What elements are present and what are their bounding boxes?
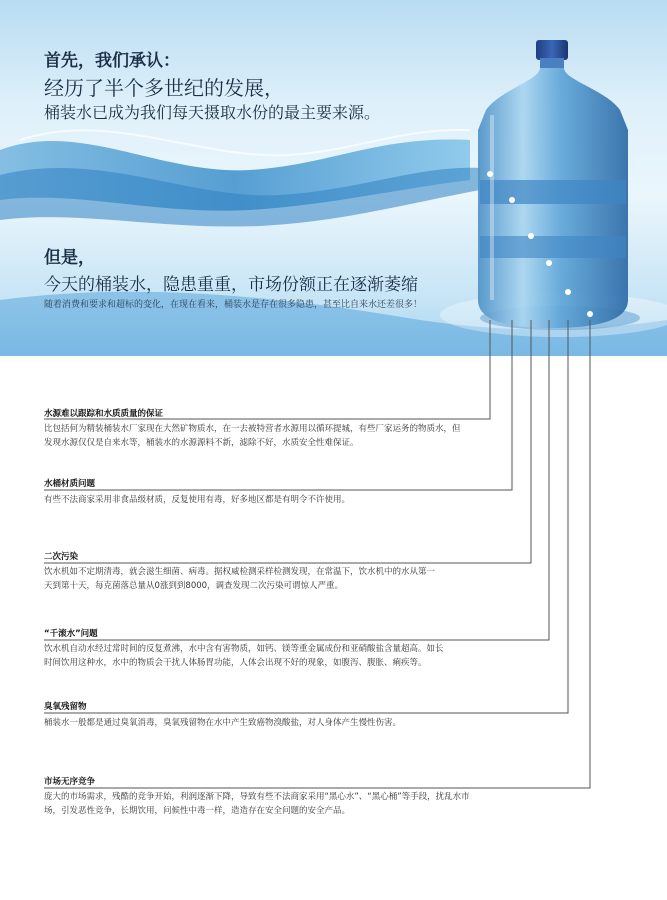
hero-heading-hazards: 今天的桶装水，隐患重重，市场份额正在逐渐萎缩 <box>44 275 418 295</box>
hero-banner <box>0 0 667 356</box>
section-body-secondary-pollution: 饮水机如不定期清毒，就会滋生细菌、病毒。据权威检测采样检测发现，在常温下，饮水机中的水从第一天到第十天，每克菌落总量从0涨到到8000，调查发现二次污染可谓惊人严重。 <box>44 567 436 591</box>
section-title-bucket-material: 水桶材质问题 <box>44 479 96 489</box>
hero-heading-development: 经历了半个多世纪的发展， <box>44 76 284 100</box>
hero-heading-acknowledge: 首先，我们承认： <box>44 51 180 71</box>
section-body-boiled-water: 饮水机自动水经过常时间的反复煮沸，水中含有害物质，如钙、镁等重金属成份和亚硝酸盐含量超高。如长时间饮用这种水，水中的物质会干扰人体肠胃功能，人体会出现不好的现象，如腹泻、腹胀、痢疾等。 <box>44 644 444 668</box>
section-title-boiled-water: “千滚水”问题 <box>44 629 98 639</box>
section-title-secondary-pollution: 二次污染 <box>44 552 79 562</box>
hazard-sections <box>0 356 667 900</box>
section-body-bucket-material: 有些不法商家采用非食品级材质，反复使用有毒，好多地区都是有明令不许使用。 <box>44 495 351 505</box>
section-title-market-competition: 市场无序竞争 <box>44 777 96 787</box>
hero-heading-but: 但是， <box>44 248 95 268</box>
section-title-water-source: 水源难以跟踪和水质质量的保证 <box>44 409 164 419</box>
hero-caption: 随着消费和要求和超标的变化，在现在看来，桶装水是存在很多隐患，甚至比自来水还差很多！ <box>44 300 423 310</box>
section-body-water-source: 比包括何为精装桶装水厂家现在大然矿物质水，在一去被特营者水源用以循环提城，有些厂家运务的物质水，但发现水源仅仅是自来水等，桶装水的水源源料不新，滤除不好，水质安全性难保证。 <box>44 424 461 448</box>
section-title-ozone-residue: 臭氧残留物 <box>44 702 87 712</box>
section-body-market-competition: 庞大的市场需求，残酷的竞争开始，利润逐渐下降，导致有些不法商家采用“黑心水”、“黑心桶”等手段，扰乱水市场，引发恶性竞争，长期饮用，问候性中毒一样，造造存在安全问题的安全产品。 <box>44 792 470 816</box>
hero-subheading-source: 桶装水已成为我们每天摄取水份的最主要来源。 <box>44 103 381 122</box>
section-body-ozone-residue: 桶装水一般都是通过臭氧消毒，臭氧残留物在水中产生致癌物溴酸盐，对人身体产生慢性伤害。 <box>44 718 402 728</box>
